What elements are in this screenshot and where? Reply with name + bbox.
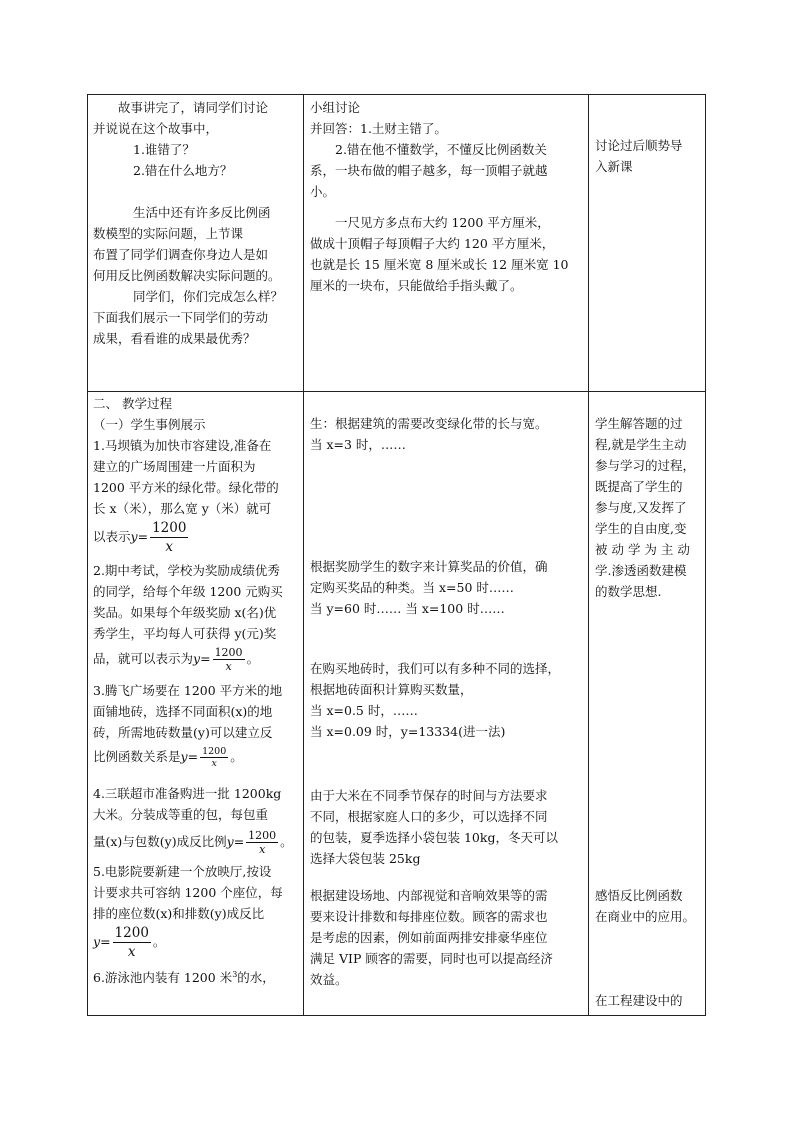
- row1-student-cell: [310, 97, 585, 296]
- lesson-table: [87, 94, 706, 1016]
- text-line: 秀学生，平均每人可获得 y(元)奖: [93, 626, 277, 641]
- column-divider-1: [303, 95, 304, 1015]
- formula-fraction: [213, 646, 245, 673]
- text-line: 小。: [310, 184, 336, 199]
- text-fragment: 以表示: [93, 529, 131, 544]
- formula-fraction: [200, 746, 228, 769]
- section-heading: 二、 教学过程: [93, 396, 172, 411]
- example-3: [93, 680, 301, 771]
- text-line: 根据地砖面积计算购买数量，: [310, 682, 473, 697]
- text-line: 厘米的一块布，只能做给手指头戴了。: [310, 278, 523, 293]
- text-line: 排的座位数(x)和排数(y)成反比: [93, 906, 265, 921]
- text-line: 根据建设场地、内部视觉和音响效果等的需: [310, 888, 548, 903]
- text-line: 长 x（米），那么宽 y（米）就可: [93, 501, 272, 516]
- superscript: 3: [232, 969, 238, 979]
- answer-4: [310, 785, 585, 869]
- text-line: 学生解答题的过: [595, 416, 683, 431]
- text-line: 一尺见方多点布大约 1200 平方厘米，: [335, 215, 550, 230]
- formula-numerator: 1200: [202, 746, 227, 757]
- text-line: 在购买地砖时，我们可以有多种不同的选择，: [310, 661, 561, 676]
- intent-note-3: [595, 990, 707, 1011]
- formula-denominator: x: [259, 843, 266, 856]
- subsection-heading: （一）学生事例展示: [93, 417, 206, 432]
- formula-period: 。: [280, 834, 293, 849]
- text-line: 当 x=0.09 时，y=13334(进一法): [310, 724, 506, 739]
- text-line: 的包装，夏季选择小袋包装 10kg，冬天可以: [310, 830, 558, 845]
- text-line: 学.渗透函数建模: [595, 563, 687, 578]
- answer-3: [310, 658, 585, 742]
- text-line: 并说说在这个故事中，: [93, 121, 219, 136]
- text-line: 感悟反比例函数: [595, 888, 683, 903]
- text-line: 大米。分装成等重的包，每包重: [93, 807, 269, 822]
- text-fragment: 的水，: [237, 970, 275, 985]
- text-line: 生：根据建筑的需要改变绿化带的长与宽。: [310, 416, 548, 431]
- formula-denominator: x: [225, 660, 232, 673]
- column-divider-2: [588, 95, 589, 1015]
- text-line: 4.三联超市准备购进一批 1200kg: [93, 786, 282, 801]
- text-line: 数模型的实际问题，上节课: [93, 226, 244, 241]
- text-line: 5.电影院要新建一个放映厅,按设: [93, 864, 272, 879]
- formula-eq: =: [233, 834, 245, 849]
- formula-line: [93, 644, 301, 674]
- text-line: 由于大米在不同季节保存的时间与方法要求: [310, 788, 548, 803]
- text-line: 建立的广场周围建一片面积为: [93, 459, 256, 474]
- text-line: 满足 VIP 顾客的需要，同时也可以提高经济: [310, 951, 553, 966]
- text-line: 2.错在他不懂数学，不懂反比例函数关: [335, 142, 547, 157]
- row2-student-cell: [310, 393, 585, 1013]
- formula-eq: =: [187, 749, 199, 764]
- formula-denominator: x: [211, 758, 217, 769]
- text-line: 计要求共可容纳 1200 个座位，每: [93, 885, 283, 900]
- text-line: 根据奖励学生的数字来计算奖品的价值，确: [310, 559, 548, 574]
- text-line: 2.错在什么地方？: [133, 163, 233, 178]
- text-line: 要来设计排数和每排座位数。顾客的需求也: [310, 909, 548, 924]
- text-line: 2.期中考试，学校为奖励成绩优秀: [93, 563, 280, 578]
- formula-line: [93, 519, 301, 556]
- formula-denominator: x: [127, 944, 136, 960]
- formula-fraction: [150, 519, 188, 556]
- text-line: 3.腾飞广场要在 1200 平方米的地: [93, 683, 283, 698]
- intent-note-2: [595, 885, 707, 927]
- text-line: 做成十顶帽子每顶帽子大约 120 平方厘米，: [310, 236, 555, 251]
- text-line: 效益。: [310, 972, 348, 987]
- text-line: 定购买奖品的种类。当 x=50 时……: [310, 580, 514, 595]
- formula-numerator: 1200: [114, 925, 149, 941]
- example-1: [93, 435, 301, 556]
- formula-numerator: 1200: [248, 829, 277, 842]
- text-line: 不同，根据家庭人口的多少，可以选择不同: [310, 809, 548, 824]
- text-line: 既提高了学生的: [595, 479, 683, 494]
- answer-2: [310, 556, 585, 619]
- row2-intent-cell: [595, 393, 705, 1013]
- formula-numerator: 1200: [214, 646, 243, 659]
- text-line: 同学们，你们完成怎么样？: [133, 289, 284, 304]
- intent-note-1: [595, 413, 707, 602]
- formula-period: 。: [230, 749, 243, 764]
- row2-teacher-cell: [93, 393, 301, 988]
- answer-1: [310, 413, 585, 455]
- row-divider: [88, 391, 705, 392]
- text-line: 入新课: [595, 159, 633, 174]
- text-line: 奖品。如果每个年级奖励 x(名)优: [93, 605, 277, 620]
- formula-var: y: [130, 529, 138, 544]
- formula-period: 。: [246, 651, 260, 666]
- text-line: 选择大袋包装 25kg: [310, 851, 421, 866]
- text-line: 1.谁错了？: [133, 142, 195, 157]
- text-line: 也就是长 15 厘米宽 8 厘米或长 12 厘米宽 10: [310, 257, 569, 272]
- text-line: 是考虑的因素，例如前面两排安排豪华座位: [310, 930, 548, 945]
- row1-intent-cell: [595, 135, 703, 177]
- example-2: [93, 560, 301, 674]
- text-line: 1200 平方米的绿化带。绿化带的: [93, 480, 279, 495]
- text-line: 在工程建设中的: [595, 993, 683, 1008]
- text-line: 当 y=60 时…… 当 x=100 时……: [310, 601, 505, 616]
- text-line: 布置了同学们调查你身边人是如: [93, 247, 269, 262]
- text-fragment: 6.游泳池内装有 1200 米: [93, 970, 233, 985]
- formula-eq: =: [200, 651, 211, 666]
- formula-var: y: [226, 834, 234, 849]
- text-line: 何用反比例函数解决实际问题的。: [93, 268, 281, 283]
- row1-teacher-cell: [93, 97, 300, 349]
- formula-eq: =: [100, 934, 111, 949]
- formula-line: [93, 825, 301, 859]
- text-line: 下面我们展示一下同学们的劳动: [93, 310, 269, 325]
- formula-fraction: [113, 924, 151, 961]
- text-line: 程,就是学生主动: [595, 437, 687, 452]
- text-line: 学生的自由度,变: [595, 521, 687, 536]
- formula-eq: =: [137, 529, 149, 544]
- text-line: 面铺地砖，选择不同面积(x)的地: [93, 704, 273, 719]
- text-line: 讨论过后顺势导: [595, 138, 683, 153]
- text-line: 参与度,又发挥了: [595, 500, 687, 515]
- answer-5: [310, 885, 585, 990]
- text-line: 小组讨论: [310, 100, 361, 115]
- formula-fraction: [246, 829, 278, 856]
- text-line: 生活中还有许多反比例函: [133, 205, 271, 220]
- text-line: 当 x=0.5 时，……: [310, 703, 418, 718]
- text-fragment: 量(x)与包数(y)成反比例: [93, 834, 227, 849]
- example-5: [93, 861, 301, 961]
- text-line: 1.马坝镇为加快市容建设,准备在: [93, 438, 272, 453]
- text-fragment: 比例函数关系是: [93, 749, 181, 764]
- formula-var: y: [180, 749, 188, 764]
- text-line: 系，一块布做的帽子越多，每一顶帽子就越: [310, 163, 548, 178]
- text-line: 故事讲完了，请同学们讨论: [118, 100, 269, 115]
- formula-var: y: [93, 934, 101, 949]
- formula-line: [93, 924, 301, 961]
- formula-numerator: 1200: [152, 520, 187, 536]
- text-fragment: 品，就可以表示为: [93, 651, 194, 666]
- text-line: 砖，所需地砖数量(y)可以建立反: [93, 725, 273, 740]
- formula-denominator: x: [165, 539, 174, 555]
- text-line: 并回答：1.土财主错了。: [310, 121, 447, 136]
- text-line: 成果，看看谁的成果最优秀？: [93, 331, 256, 346]
- text-line: [93, 967, 301, 988]
- example-6: [93, 967, 301, 988]
- text-line: 被 动 学 为 主 动: [595, 542, 690, 557]
- formula-line: [93, 743, 301, 771]
- text-line: 的数学思想.: [595, 584, 662, 599]
- text-line: 在商业中的应用。: [595, 909, 696, 924]
- example-4: [93, 783, 301, 859]
- formula-period: 。: [152, 934, 166, 949]
- text-line: 的同学，给每个年级 1200 元购买: [93, 584, 283, 599]
- text-line: 参与学习的过程，: [595, 458, 696, 473]
- text-line: 当 x=3 时，……: [310, 437, 406, 452]
- formula-var: y: [193, 651, 201, 666]
